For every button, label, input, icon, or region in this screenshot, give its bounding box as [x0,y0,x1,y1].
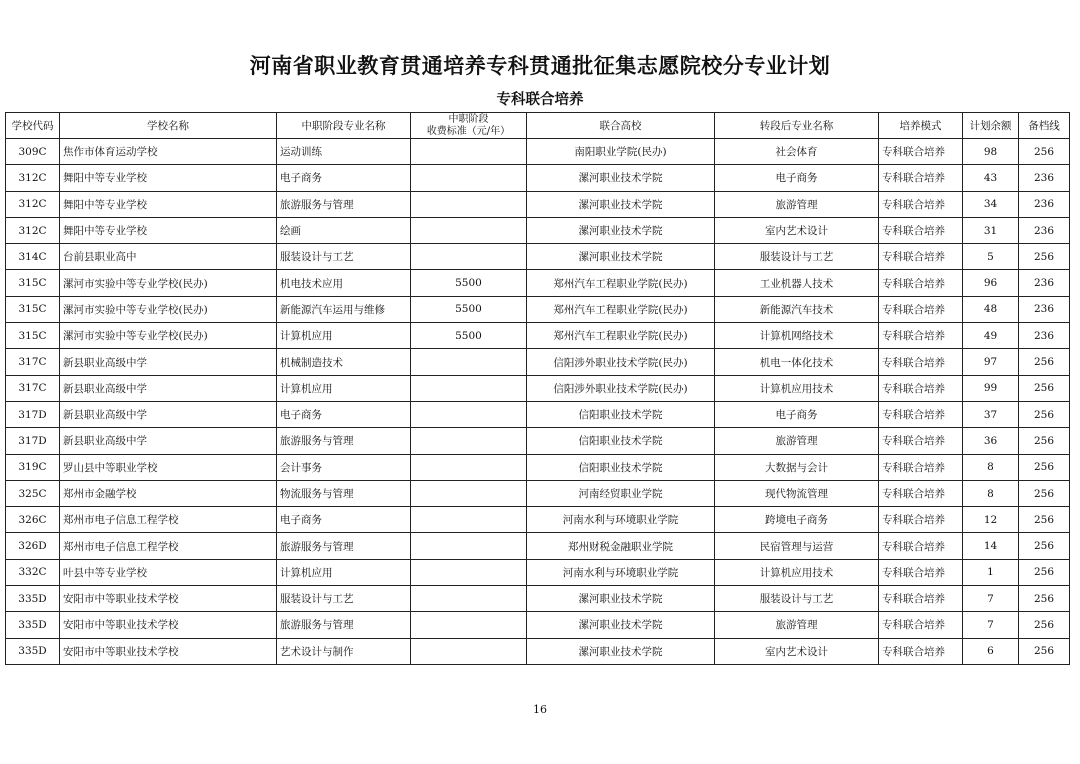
cell-school-code: 326D [6,533,60,559]
cell-new-major: 服装设计与工艺 [715,244,879,270]
cell-plan-remaining: 49 [963,323,1019,349]
plan-table [5,112,1070,665]
cell-partner-college: 河南经贸职业学院 [527,480,715,506]
cell-partner-college: 漯河职业技术学院 [527,191,715,217]
cell-secondary-major: 绘画 [277,217,411,243]
cell-fee: 5500 [411,296,527,322]
header-partner-college: 联合高校 [527,113,715,139]
cell-fee [411,401,527,427]
table-row [6,139,1070,165]
cell-partner-college: 漯河职业技术学院 [527,244,715,270]
cell-partner-college: 河南水利与环境职业学院 [527,559,715,585]
cell-school-code: 317C [6,375,60,401]
cell-partner-college: 郑州汽车工程职业学院(民办) [527,323,715,349]
cell-fee [411,139,527,165]
cell-fee [411,165,527,191]
cell-school-name: 漯河市实验中等专业学校(民办) [60,323,277,349]
cell-training-mode: 专科联合培养 [879,191,963,217]
cell-cutoff-score: 236 [1019,165,1070,191]
cell-plan-remaining: 1 [963,559,1019,585]
cell-plan-remaining: 34 [963,191,1019,217]
cell-cutoff-score: 236 [1019,217,1070,243]
cell-partner-college: 信阳涉外职业技术学院(民办) [527,349,715,375]
table-row [6,165,1070,191]
cell-school-name: 新县职业高级中学 [60,375,277,401]
cell-school-name: 郑州市电子信息工程学校 [60,507,277,533]
cell-cutoff-score: 236 [1019,270,1070,296]
cell-school-code: 315C [6,323,60,349]
cell-plan-remaining: 37 [963,401,1019,427]
cell-fee [411,349,527,375]
cell-cutoff-score: 236 [1019,191,1070,217]
cell-training-mode: 专科联合培养 [879,559,963,585]
cell-cutoff-score: 256 [1019,480,1070,506]
cell-training-mode: 专科联合培养 [879,586,963,612]
cell-training-mode: 专科联合培养 [879,139,963,165]
header-fee-line1: 中职阶段 [448,113,489,125]
cell-fee [411,533,527,559]
cell-school-name: 安阳市中等职业技术学校 [60,638,277,664]
cell-partner-college: 漯河职业技术学院 [527,165,715,191]
cell-school-name: 新县职业高级中学 [60,349,277,375]
cell-partner-college: 漯河职业技术学院 [527,586,715,612]
cell-fee [411,191,527,217]
header-school-code: 学校代码 [6,113,60,139]
cell-new-major: 室内艺术设计 [715,638,879,664]
cell-training-mode: 专科联合培养 [879,507,963,533]
cell-plan-remaining: 8 [963,480,1019,506]
header-plan-remaining: 计划余额 [963,113,1019,139]
cell-training-mode: 专科联合培养 [879,454,963,480]
cell-new-major: 大数据与会计 [715,454,879,480]
cell-secondary-major: 旅游服务与管理 [277,191,411,217]
cell-plan-remaining: 31 [963,217,1019,243]
cell-new-major: 旅游管理 [715,428,879,454]
cell-new-major: 民宿管理与运营 [715,533,879,559]
cell-partner-college: 漯河职业技术学院 [527,217,715,243]
table-row [6,638,1070,664]
cell-new-major: 现代物流管理 [715,480,879,506]
cell-cutoff-score: 256 [1019,349,1070,375]
cell-school-code: 317D [6,428,60,454]
cell-school-code: 335D [6,586,60,612]
cell-school-code: 312C [6,165,60,191]
cell-cutoff-score: 256 [1019,507,1070,533]
cell-partner-college: 信阳涉外职业技术学院(民办) [527,375,715,401]
cell-school-name: 郑州市电子信息工程学校 [60,533,277,559]
cell-secondary-major: 电子商务 [277,507,411,533]
cell-new-major: 旅游管理 [715,191,879,217]
cell-secondary-major: 服装设计与工艺 [277,586,411,612]
cell-training-mode: 专科联合培养 [879,217,963,243]
cell-training-mode: 专科联合培养 [879,375,963,401]
cell-cutoff-score: 256 [1019,638,1070,664]
cell-school-name: 郑州市金融学校 [60,480,277,506]
cell-cutoff-score: 256 [1019,375,1070,401]
page-title: 河南省职业教育贯通培养专科贯通批征集志愿院校分专业计划 [249,54,831,78]
cell-partner-college: 信阳职业技术学院 [527,401,715,427]
cell-school-code: 326C [6,507,60,533]
cell-plan-remaining: 36 [963,428,1019,454]
table-row [6,559,1070,585]
cell-school-code: 317C [6,349,60,375]
cell-plan-remaining: 14 [963,533,1019,559]
cell-secondary-major: 机电技术应用 [277,270,411,296]
cell-new-major: 室内艺术设计 [715,217,879,243]
cell-fee [411,244,527,270]
cell-training-mode: 专科联合培养 [879,349,963,375]
cell-fee [411,428,527,454]
cell-school-name: 新县职业高级中学 [60,428,277,454]
cell-new-major: 服装设计与工艺 [715,586,879,612]
cell-school-name: 安阳市中等职业技术学校 [60,612,277,638]
cell-school-name: 安阳市中等职业技术学校 [60,586,277,612]
cell-school-name: 罗山县中等职业学校 [60,454,277,480]
cell-new-major: 跨境电子商务 [715,507,879,533]
table-row [6,244,1070,270]
table-row [6,480,1070,506]
cell-cutoff-score: 256 [1019,139,1070,165]
cell-secondary-major: 电子商务 [277,165,411,191]
cell-new-major: 计算机应用技术 [715,375,879,401]
cell-secondary-major: 电子商务 [277,401,411,427]
cell-secondary-major: 运动训练 [277,139,411,165]
cell-fee [411,217,527,243]
cell-secondary-major: 服装设计与工艺 [277,244,411,270]
table-row [6,270,1070,296]
cell-school-code: 335D [6,612,60,638]
cell-plan-remaining: 6 [963,638,1019,664]
cell-secondary-major: 计算机应用 [277,323,411,349]
table-row [6,323,1070,349]
cell-new-major: 社会体育 [715,139,879,165]
cell-new-major: 计算机应用技术 [715,559,879,585]
cell-new-major: 电子商务 [715,401,879,427]
cell-fee [411,507,527,533]
cell-secondary-major: 旅游服务与管理 [277,533,411,559]
cell-cutoff-score: 236 [1019,323,1070,349]
header-secondary-major: 中职阶段专业名称 [277,113,411,139]
cell-plan-remaining: 99 [963,375,1019,401]
cell-secondary-major: 计算机应用 [277,375,411,401]
cell-school-name: 漯河市实验中等专业学校(民办) [60,270,277,296]
table-row [6,612,1070,638]
table-row [6,375,1070,401]
table-row [6,401,1070,427]
cell-school-name: 舞阳中等专业学校 [60,217,277,243]
cell-plan-remaining: 98 [963,139,1019,165]
header-fee [411,113,527,139]
cell-partner-college: 郑州财税金融职业学院 [527,533,715,559]
cell-plan-remaining: 7 [963,612,1019,638]
cell-secondary-major: 旅游服务与管理 [277,428,411,454]
cell-fee [411,586,527,612]
cell-partner-college: 河南水利与环境职业学院 [527,507,715,533]
cell-plan-remaining: 96 [963,270,1019,296]
cell-secondary-major: 艺术设计与制作 [277,638,411,664]
cell-cutoff-score: 256 [1019,454,1070,480]
cell-school-name: 舞阳中等专业学校 [60,191,277,217]
cell-school-code: 309C [6,139,60,165]
cell-school-name: 舞阳中等专业学校 [60,165,277,191]
cell-cutoff-score: 256 [1019,612,1070,638]
table-row [6,191,1070,217]
cell-fee: 5500 [411,323,527,349]
table-row [6,586,1070,612]
cell-plan-remaining: 8 [963,454,1019,480]
table-row [6,428,1070,454]
cell-training-mode: 专科联合培养 [879,323,963,349]
table-row [6,507,1070,533]
cell-school-name: 焦作市体育运动学校 [60,139,277,165]
cell-secondary-major: 旅游服务与管理 [277,612,411,638]
cell-plan-remaining: 48 [963,296,1019,322]
cell-school-code: 325C [6,480,60,506]
cell-plan-remaining: 97 [963,349,1019,375]
cell-school-name: 叶县中等专业学校 [60,559,277,585]
header-fee-line2: 收费标准（元/年） [426,125,511,137]
cell-fee [411,559,527,585]
cell-partner-college: 郑州汽车工程职业学院(民办) [527,296,715,322]
cell-school-code: 319C [6,454,60,480]
cell-partner-college: 漯河职业技术学院 [527,638,715,664]
cell-new-major: 新能源汽车技术 [715,296,879,322]
cell-plan-remaining: 12 [963,507,1019,533]
cell-cutoff-score: 236 [1019,296,1070,322]
cell-new-major: 旅游管理 [715,612,879,638]
cell-training-mode: 专科联合培养 [879,296,963,322]
cell-school-code: 317D [6,401,60,427]
cell-plan-remaining: 43 [963,165,1019,191]
header-school-name: 学校名称 [60,113,277,139]
cell-school-code: 312C [6,217,60,243]
cell-training-mode: 专科联合培养 [879,401,963,427]
cell-secondary-major: 新能源汽车运用与维修 [277,296,411,322]
page-subtitle: 专科联合培养 [496,92,584,108]
header-training-mode: 培养模式 [879,113,963,139]
header-new-major: 转段后专业名称 [715,113,879,139]
cell-cutoff-score: 256 [1019,428,1070,454]
table-row [6,533,1070,559]
cell-plan-remaining: 5 [963,244,1019,270]
cell-fee [411,454,527,480]
cell-training-mode: 专科联合培养 [879,533,963,559]
cell-fee [411,612,527,638]
table-row [6,454,1070,480]
cell-training-mode: 专科联合培养 [879,165,963,191]
cell-partner-college: 信阳职业技术学院 [527,454,715,480]
cell-school-name: 台前县职业高中 [60,244,277,270]
cell-school-name: 新县职业高级中学 [60,401,277,427]
cell-training-mode: 专科联合培养 [879,244,963,270]
page-number: 16 [533,703,547,716]
cell-training-mode: 专科联合培养 [879,612,963,638]
cell-fee [411,638,527,664]
cell-school-code: 332C [6,559,60,585]
cell-cutoff-score: 256 [1019,533,1070,559]
table-header-row [6,113,1070,139]
cell-school-code: 315C [6,270,60,296]
cell-cutoff-score: 256 [1019,244,1070,270]
cell-training-mode: 专科联合培养 [879,428,963,454]
cell-plan-remaining: 7 [963,586,1019,612]
table-row [6,217,1070,243]
header-cutoff-score: 备档线 [1019,113,1070,139]
cell-training-mode: 专科联合培养 [879,270,963,296]
cell-new-major: 计算机网络技术 [715,323,879,349]
table-row [6,349,1070,375]
cell-school-code: 314C [6,244,60,270]
cell-new-major: 机电一体化技术 [715,349,879,375]
cell-new-major: 工业机器人技术 [715,270,879,296]
cell-fee [411,480,527,506]
cell-training-mode: 专科联合培养 [879,480,963,506]
table-row [6,296,1070,322]
cell-cutoff-score: 256 [1019,401,1070,427]
cell-school-code: 335D [6,638,60,664]
cell-cutoff-score: 256 [1019,586,1070,612]
cell-secondary-major: 物流服务与管理 [277,480,411,506]
cell-partner-college: 南阳职业学院(民办) [527,139,715,165]
cell-training-mode: 专科联合培养 [879,638,963,664]
cell-school-code: 315C [6,296,60,322]
cell-partner-college: 信阳职业技术学院 [527,428,715,454]
cell-fee: 5500 [411,270,527,296]
cell-new-major: 电子商务 [715,165,879,191]
cell-school-name: 漯河市实验中等专业学校(民办) [60,296,277,322]
cell-secondary-major: 计算机应用 [277,559,411,585]
cell-partner-college: 漯河职业技术学院 [527,612,715,638]
cell-secondary-major: 会计事务 [277,454,411,480]
cell-school-code: 312C [6,191,60,217]
cell-secondary-major: 机械制造技术 [277,349,411,375]
cell-fee [411,375,527,401]
cell-cutoff-score: 256 [1019,559,1070,585]
cell-partner-college: 郑州汽车工程职业学院(民办) [527,270,715,296]
